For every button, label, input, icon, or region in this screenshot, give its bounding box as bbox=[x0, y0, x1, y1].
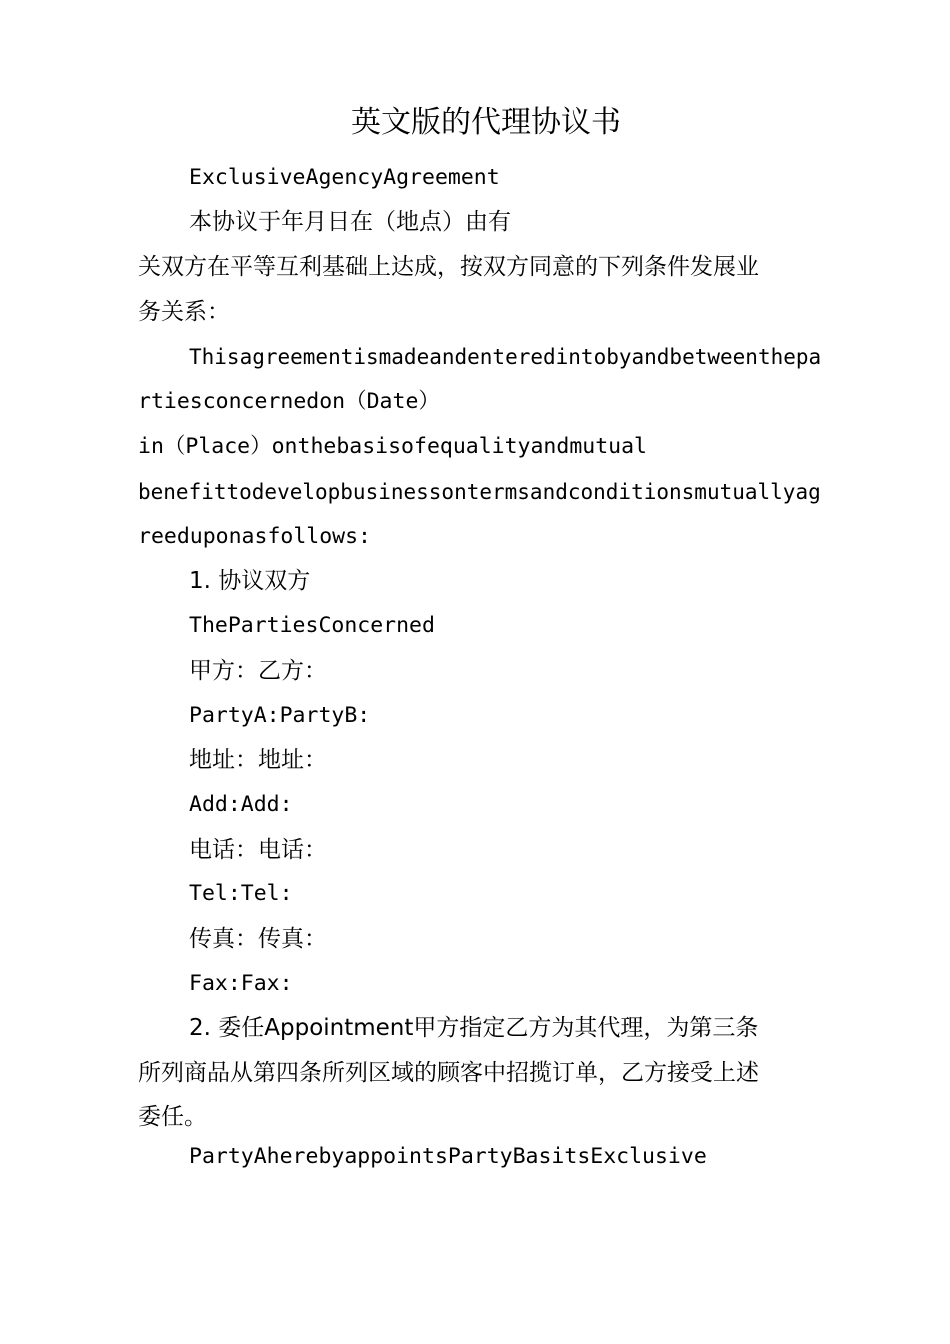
text-line: ThePartiesConcerned bbox=[189, 613, 435, 638]
text-line: 地址：地址： bbox=[189, 747, 327, 773]
text-line: Fax:Fax: bbox=[189, 971, 293, 996]
section-heading: 2. 委任Appointment甲方指定乙方为其代理，为第三条 bbox=[189, 1015, 759, 1041]
text-line: Add:Add: bbox=[189, 792, 293, 817]
text-line: 务关系： bbox=[138, 299, 230, 325]
text-line: 电话：电话： bbox=[189, 837, 327, 863]
text-line: 传真：传真： bbox=[189, 926, 327, 952]
text-line: 关双方在平等互利基础上达成，按双方同意的下列条件发展业 bbox=[138, 254, 759, 280]
text-line: reeduponasfollows: bbox=[138, 524, 371, 549]
text-line: rtiesconcernedon（Date） bbox=[138, 389, 440, 414]
text-line: ExclusiveAgencyAgreement bbox=[189, 165, 500, 190]
text-line: PartyA:PartyB: bbox=[189, 703, 371, 728]
text-line: Thisagreementismadeandenteredintobyandbetweenthepa bbox=[189, 345, 822, 369]
text-line: 委任。 bbox=[138, 1104, 207, 1130]
text-line: benefittodevelopbusinessontermsandconditionsmutuallyag bbox=[138, 480, 821, 504]
section-heading: 1. 协议双方 bbox=[189, 568, 311, 594]
text-line: 所列商品从第四条所列区域的顾客中招揽订单，乙方接受上述 bbox=[138, 1060, 759, 1086]
text-line: 本协议于年月日在（地点）由有 bbox=[189, 209, 511, 235]
text-line: 甲方：乙方： bbox=[189, 658, 327, 684]
text-line: Tel:Tel: bbox=[189, 881, 293, 906]
text-line: in（Place）onthebasisofequalityandmutual bbox=[138, 434, 647, 459]
document-title: 英文版的代理协议书 bbox=[351, 105, 621, 140]
text-line: PartyAherebyappointsPartyBasitsExclusive bbox=[189, 1144, 707, 1169]
